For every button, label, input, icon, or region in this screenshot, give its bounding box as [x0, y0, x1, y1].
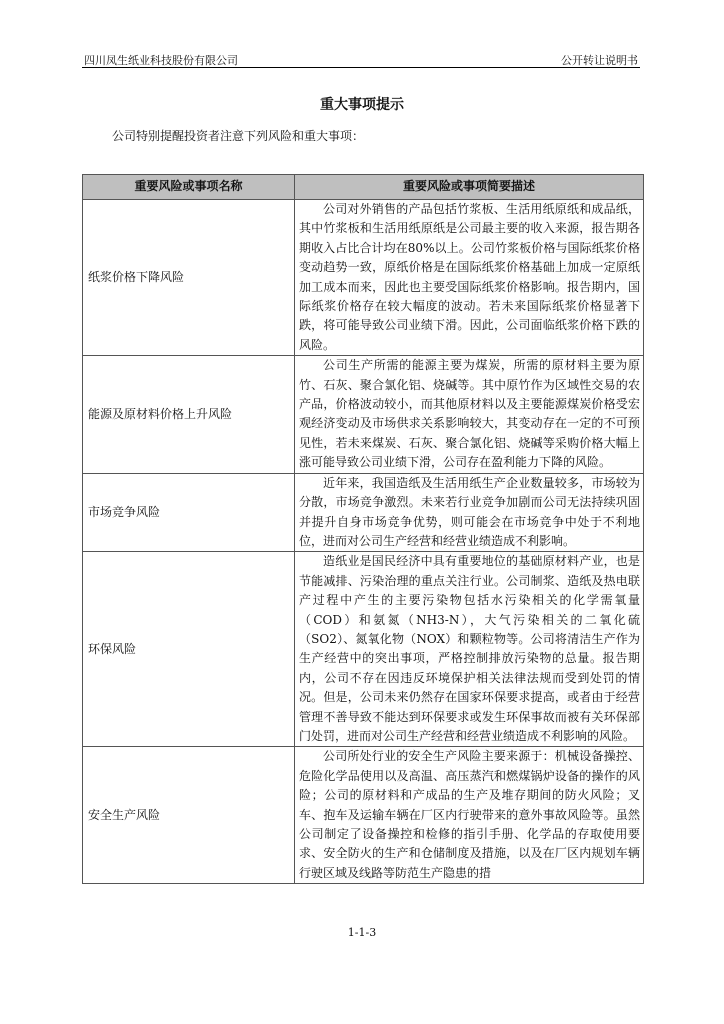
column-header-risk-description: 重要风险或事项简要描述 — [295, 175, 644, 200]
risk-description: 近年来，我国造纸及生活用纸生产企业数量较多，市场较为分散，市场竞争激烈。未来若行业竞争加剧而公司无法持续巩固并提升自身市场竞争优势，则可能会在市场竞争中处于不利地位，进而对公司生产经营和经营业绩造成不利影响。 — [295, 473, 644, 552]
risk-description: 公司生产所需的能源主要为煤炭，所需的原材料主要为原竹、石灰、聚合氯化铝、烧碱等。其中原竹作为区域性交易的农产品，价格波动较小，而其他原材料以及主要能源煤炭价格受宏观经济变动及市场供求关系影响较大，其变动存在一定的不可预见性，若未来煤炭、石灰、聚合氯化铝、烧碱等采购价格大幅上涨可能导致公司业绩下滑，公司存在盈利能力下降的风险。 — [295, 356, 644, 473]
table-row — [83, 552, 644, 747]
header-company-name: 四川凤生纸业科技股份有限公司 — [84, 54, 238, 67]
table-header-row — [83, 175, 644, 200]
risk-name: 纸浆价格下降风险 — [83, 200, 295, 356]
risk-name: 环保风险 — [83, 552, 295, 747]
risk-table — [82, 174, 644, 884]
table-row — [83, 356, 644, 473]
header-document-type: 公开转让说明书 — [561, 54, 638, 67]
page-title: 重大事项提示 — [320, 97, 404, 113]
risk-name: 安全生产风险 — [83, 747, 295, 884]
risk-name: 市场竞争风险 — [83, 473, 295, 552]
page-number: 1-1-3 — [347, 926, 377, 939]
column-header-risk-name: 重要风险或事项名称 — [83, 175, 295, 200]
intro-paragraph: 公司特别提醒投资者注意下列风险和重大事项： — [112, 129, 365, 143]
header-divider — [82, 67, 640, 68]
risk-description: 公司对外销售的产品包括竹浆板、生活用纸原纸和成品纸，其中竹浆板和生活用纸原纸是公司最主要的收入来源，报告期各期收入占比合计均在80%以上。公司竹浆板价格与国际纸浆价格变动趋势一致，原纸价格是在国际纸浆价格基础上加成一定原纸加工成本而来，因此也主要受国际纸浆价格影响。报告期内，国际纸浆价格存在较大幅度的波动。若未来国际纸浆价格显著下跌，将可能导致公司业绩下滑。因此，公司面临纸浆价格下跌的风险。 — [295, 200, 644, 356]
table-row — [83, 200, 644, 356]
table-row — [83, 473, 644, 552]
risk-description: 公司所处行业的安全生产风险主要来源于：机械设备操控、危险化学品使用以及高温、高压蒸汽和燃煤锅炉设备的操作的风险；公司的原材料和产成品的生产及堆存期间的防火风险；叉车、抱车及运输车辆在厂区内行驶带来的意外事故风险等。虽然公司制定了设备操控和检修的指引手册、化学品的存取使用要求、安全防火的生产和仓储制度及措施，以及在厂区内规划车辆行驶区域及线路等防范生产隐患的措 — [295, 747, 644, 884]
risk-description: 造纸业是国民经济中具有重要地位的基础原材料产业，也是节能减排、污染治理的重点关注行业。公司制浆、造纸及热电联产过程中产生的主要污染物包括水污染相关的化学需氧量（COD）和氨氮（NH3-N），大气污染相关的二氧化硫（SO2）、氮氧化物（NOX）和颗粒物等。公司将清洁生产作为生产经营中的突出事项，严格控制排放污染物的总量。报告期内，公司不存在因违反环境保护相关法律法规而受到处罚的情况。但是，公司未来仍然存在国家环保要求提高，或者由于经营管理不善导致不能达到环保要求或发生环保事故而被有关环保部门处罚，进而对公司生产经营和经营业绩造成不利影响的风险。 — [295, 552, 644, 747]
table-row — [83, 747, 644, 884]
risk-name: 能源及原材料价格上升风险 — [83, 356, 295, 473]
